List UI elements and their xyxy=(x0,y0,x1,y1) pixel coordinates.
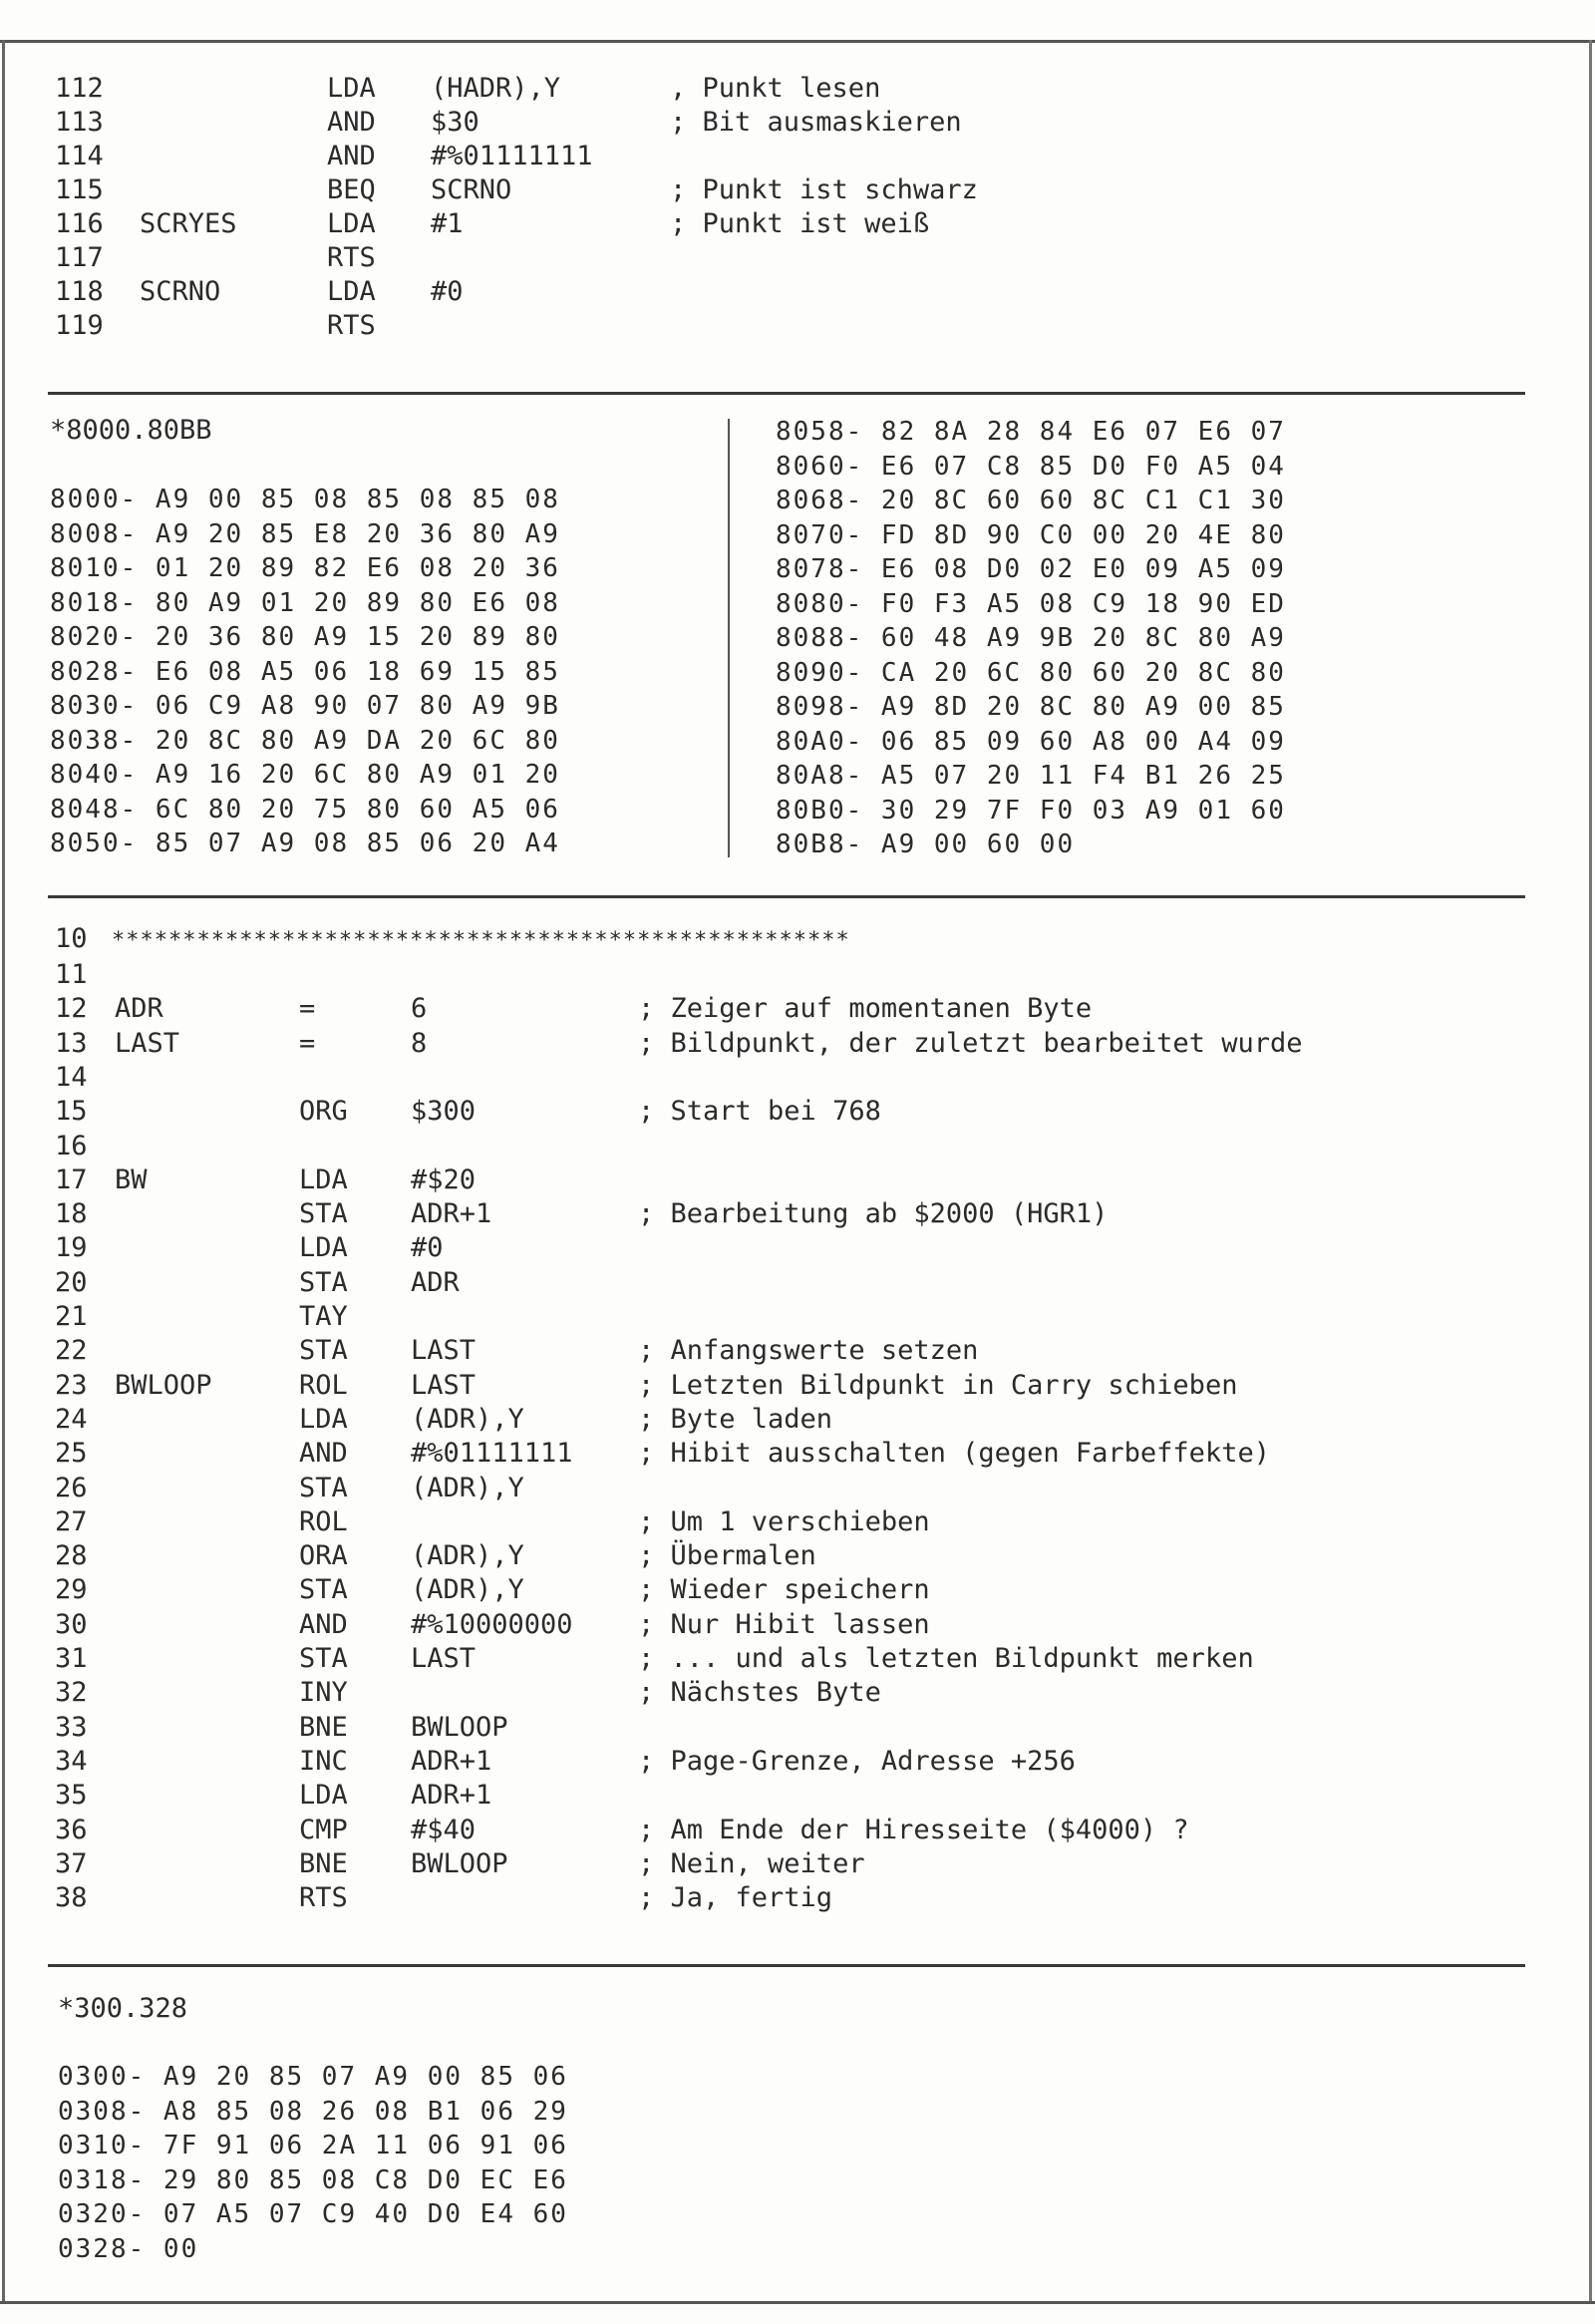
operand: (ADR),Y xyxy=(411,1403,524,1435)
hexdump-row: 0308- A8 85 08 26 08 B1 06 29 xyxy=(58,2096,568,2127)
hexdump-row: 0310- 7F 91 06 2A 11 06 91 06 xyxy=(58,2131,568,2160)
opcode: ROL xyxy=(299,1369,348,1401)
line-number: 114 xyxy=(55,141,104,171)
opcode: CMP xyxy=(299,1814,348,1845)
opcode: INC xyxy=(299,1745,348,1777)
opcode: AND xyxy=(299,1438,348,1470)
line-number: 15 xyxy=(55,1096,88,1128)
section-divider xyxy=(48,895,1525,898)
operand: ADR+1 xyxy=(411,1198,492,1230)
operand: #$20 xyxy=(411,1163,477,1195)
opcode: STA xyxy=(299,1574,348,1606)
hexdump-row: 8050- 85 07 A9 08 85 06 20 A4 xyxy=(50,829,560,858)
opcode: AND xyxy=(299,1608,348,1640)
page-border-top xyxy=(0,40,1595,43)
line-number: 16 xyxy=(55,1130,88,1162)
comment: ; Wieder speichern xyxy=(638,1574,930,1606)
hexdump-row: 0320- 07 A5 07 C9 40 D0 E4 60 xyxy=(58,2199,568,2229)
opcode: LDA xyxy=(327,276,376,307)
line-number: 24 xyxy=(55,1403,88,1435)
opcode: STA xyxy=(299,1643,348,1674)
hexdump-row: 8000- A9 00 85 08 85 08 85 08 xyxy=(50,485,560,514)
opcode: BEQ xyxy=(327,174,376,205)
hexdump-row: 8090- CA 20 6C 80 60 20 8C 80 xyxy=(776,657,1286,688)
hexdump-row: 80B0- 30 29 7F F0 03 A9 01 60 xyxy=(776,795,1286,826)
line-number: 30 xyxy=(55,1608,88,1640)
operand: 6 xyxy=(411,993,428,1025)
operand: #%01111111 xyxy=(411,1438,573,1470)
line-number: 20 xyxy=(55,1266,88,1298)
hexdump-row: 8098- A9 8D 20 8C 80 A9 00 85 xyxy=(776,692,1286,722)
label: BWLOOP xyxy=(115,1369,212,1401)
comment: ; ... und als letzten Bildpunkt merken xyxy=(638,1643,1254,1674)
line-number: 10 xyxy=(55,923,88,954)
line-number: 11 xyxy=(55,959,88,990)
operand: LAST xyxy=(411,1643,477,1674)
operand: BWLOOP xyxy=(411,1847,508,1879)
section-divider xyxy=(48,392,1525,395)
hexdump-row: 8078- E6 08 D0 02 E0 09 A5 09 xyxy=(776,554,1286,584)
line-number: 26 xyxy=(55,1472,88,1503)
asterisk-banner: **************************************************** xyxy=(112,928,850,953)
operand: ADR xyxy=(411,1266,460,1298)
hexdump-row: 0328- 00 xyxy=(58,2233,199,2264)
opcode: TAY xyxy=(299,1301,348,1332)
line-number: 22 xyxy=(55,1335,88,1367)
label: ADR xyxy=(115,993,163,1025)
comment: ; Letzten Bildpunkt in Carry schieben xyxy=(638,1369,1238,1401)
line-number: 115 xyxy=(55,174,104,205)
line-number: 14 xyxy=(55,1061,88,1093)
operand: $30 xyxy=(431,107,479,138)
hexdump-row: 8010- 01 20 89 82 E6 08 20 36 xyxy=(50,553,560,583)
line-number: 118 xyxy=(55,276,104,307)
line-number: 23 xyxy=(55,1369,88,1401)
opcode: LDA xyxy=(299,1780,348,1812)
hexdump-row: 8028- E6 08 A5 06 18 69 15 85 xyxy=(50,656,560,687)
comment: ; Nur Hibit lassen xyxy=(638,1608,930,1640)
line-number: 35 xyxy=(55,1780,88,1812)
comment: ; Übermalen xyxy=(638,1540,816,1572)
comment: ; Um 1 verschieben xyxy=(638,1505,930,1537)
comment: ; Ja, fertig xyxy=(638,1882,833,1914)
operand: $300 xyxy=(411,1096,477,1128)
hexdump-row: 80A8- A5 07 20 11 F4 B1 26 25 xyxy=(776,761,1286,791)
section-divider xyxy=(48,1964,1525,1967)
operand: SCRNO xyxy=(431,174,512,205)
operand: (ADR),Y xyxy=(411,1574,524,1606)
line-number: 19 xyxy=(55,1232,88,1264)
comment: ; Zeiger auf momentanen Byte xyxy=(638,993,1093,1025)
opcode: LDA xyxy=(299,1232,348,1264)
hexdump-header: *300.328 xyxy=(58,1993,188,2024)
line-number: 38 xyxy=(55,1882,88,1914)
opcode: RTS xyxy=(299,1882,348,1914)
operand: ADR+1 xyxy=(411,1780,492,1812)
column-divider xyxy=(728,419,730,857)
comment: ; Punkt ist schwarz xyxy=(670,174,978,205)
comment: ; Hibit ausschalten (gegen Farbeffekte) xyxy=(638,1438,1270,1470)
comment: , Punkt lesen xyxy=(670,73,881,104)
hexdump-row: 8070- FD 8D 90 C0 00 20 4E 80 xyxy=(776,519,1286,550)
page-border-left xyxy=(2,40,5,2303)
operand: (ADR),Y xyxy=(411,1472,524,1503)
line-number: 12 xyxy=(55,993,88,1025)
hexdump-row: 8008- A9 20 85 E8 20 36 80 A9 xyxy=(50,518,560,549)
opcode: LDA xyxy=(327,208,376,239)
operand: 8 xyxy=(411,1027,428,1059)
line-number: 21 xyxy=(55,1301,88,1332)
line-number: 117 xyxy=(55,242,104,273)
hexdump-row: 8018- 80 A9 01 20 89 80 E6 08 xyxy=(50,587,560,618)
opcode: LDA xyxy=(299,1403,348,1435)
operand: #0 xyxy=(411,1232,444,1264)
operand: #%01111111 xyxy=(431,141,593,171)
label: SCRYES xyxy=(140,208,237,239)
line-number: 37 xyxy=(55,1847,88,1879)
opcode: AND xyxy=(327,107,376,138)
hexdump-row: 8040- A9 16 20 6C 80 A9 01 20 xyxy=(50,760,560,790)
line-number: 28 xyxy=(55,1540,88,1572)
label: SCRNO xyxy=(140,276,221,307)
comment: ; Nächstes Byte xyxy=(638,1677,881,1709)
hexdump-row: 8080- F0 F3 A5 08 C9 18 90 ED xyxy=(776,588,1286,619)
hexdump-row: 8020- 20 36 80 A9 15 20 89 80 xyxy=(50,622,560,652)
line-number: 119 xyxy=(55,310,104,341)
hexdump-row: 8060- E6 07 C8 85 D0 F0 A5 04 xyxy=(776,451,1286,482)
opcode: STA xyxy=(299,1198,348,1230)
line-number: 31 xyxy=(55,1643,88,1674)
opcode: RTS xyxy=(327,310,376,341)
opcode: ORA xyxy=(299,1540,348,1572)
operand: LAST xyxy=(411,1335,477,1367)
line-number: 36 xyxy=(55,1814,88,1845)
operand: BWLOOP xyxy=(411,1711,508,1743)
comment: ; Bildpunkt, der zuletzt bearbeitet wurde xyxy=(638,1027,1303,1059)
opcode: INY xyxy=(299,1677,348,1709)
hexdump-row: 8058- 82 8A 28 84 E6 07 E6 07 xyxy=(776,417,1286,447)
opcode: ORG xyxy=(299,1096,348,1128)
hexdump-row: 8068- 20 8C 60 60 8C C1 C1 30 xyxy=(776,486,1286,515)
line-number: 32 xyxy=(55,1677,88,1709)
line-number: 116 xyxy=(55,208,104,239)
hexdump-row: 8048- 6C 80 20 75 80 60 A5 06 xyxy=(50,794,560,825)
operand: (ADR),Y xyxy=(411,1540,524,1572)
comment: ; Page-Grenze, Adresse +256 xyxy=(638,1745,1076,1777)
opcode: STA xyxy=(299,1472,348,1503)
hexdump-row: 80A0- 06 85 09 60 A8 00 A4 09 xyxy=(776,726,1286,757)
line-number: 34 xyxy=(55,1745,88,1777)
comment: ; Am Ende der Hiresseite ($4000) ? xyxy=(638,1814,1189,1845)
line-number: 27 xyxy=(55,1505,88,1537)
operand: #$40 xyxy=(411,1814,477,1845)
label: BW xyxy=(115,1163,148,1195)
operand: #%10000000 xyxy=(411,1608,573,1640)
page-border-right xyxy=(1589,40,1592,2303)
opcode: AND xyxy=(327,141,376,171)
opcode: = xyxy=(299,993,316,1025)
comment: ; Anfangswerte setzen xyxy=(638,1335,979,1367)
operand: (HADR),Y xyxy=(431,73,561,104)
operand: ADR+1 xyxy=(411,1745,492,1777)
hexdump-row: 0318- 29 80 85 08 C8 D0 EC E6 xyxy=(58,2164,568,2195)
opcode: = xyxy=(299,1027,316,1059)
comment: ; Start bei 768 xyxy=(638,1096,881,1128)
opcode: BNE xyxy=(299,1847,348,1879)
hexdump-header: *8000.80BB xyxy=(50,415,212,446)
label: LAST xyxy=(115,1027,180,1059)
operand: #0 xyxy=(431,276,464,307)
operand: #1 xyxy=(431,208,464,239)
opcode: RTS xyxy=(327,242,376,273)
line-number: 17 xyxy=(55,1163,88,1195)
comment: ; Byte laden xyxy=(638,1403,833,1435)
line-number: 25 xyxy=(55,1438,88,1470)
opcode: LDA xyxy=(299,1163,348,1195)
page-border-bottom xyxy=(0,2301,1595,2304)
comment: ; Bearbeitung ab $2000 (HGR1) xyxy=(638,1198,1109,1230)
hexdump-row: 80B8- A9 00 60 00 xyxy=(776,830,1076,859)
line-number: 113 xyxy=(55,107,104,138)
opcode: STA xyxy=(299,1335,348,1367)
opcode: BNE xyxy=(299,1711,348,1743)
operand: LAST xyxy=(411,1369,477,1401)
opcode: LDA xyxy=(327,73,376,104)
line-number: 33 xyxy=(55,1711,88,1743)
opcode: ROL xyxy=(299,1505,348,1537)
comment: ; Bit ausmaskieren xyxy=(670,107,962,138)
line-number: 29 xyxy=(55,1574,88,1606)
hexdump-row: 8088- 60 48 A9 9B 20 8C 80 A9 xyxy=(776,623,1286,653)
comment: ; Nein, weiter xyxy=(638,1847,865,1879)
line-number: 112 xyxy=(55,73,104,104)
comment: ; Punkt ist weiß xyxy=(670,208,930,239)
hexdump-row: 0300- A9 20 85 07 A9 00 85 06 xyxy=(58,2062,568,2092)
opcode: STA xyxy=(299,1266,348,1298)
hexdump-row: 8030- 06 C9 A8 90 07 80 A9 9B xyxy=(50,691,560,721)
hexdump-row: 8038- 20 8C 80 A9 DA 20 6C 80 xyxy=(50,725,560,756)
line-number: 13 xyxy=(55,1027,88,1059)
line-number: 18 xyxy=(55,1198,88,1230)
